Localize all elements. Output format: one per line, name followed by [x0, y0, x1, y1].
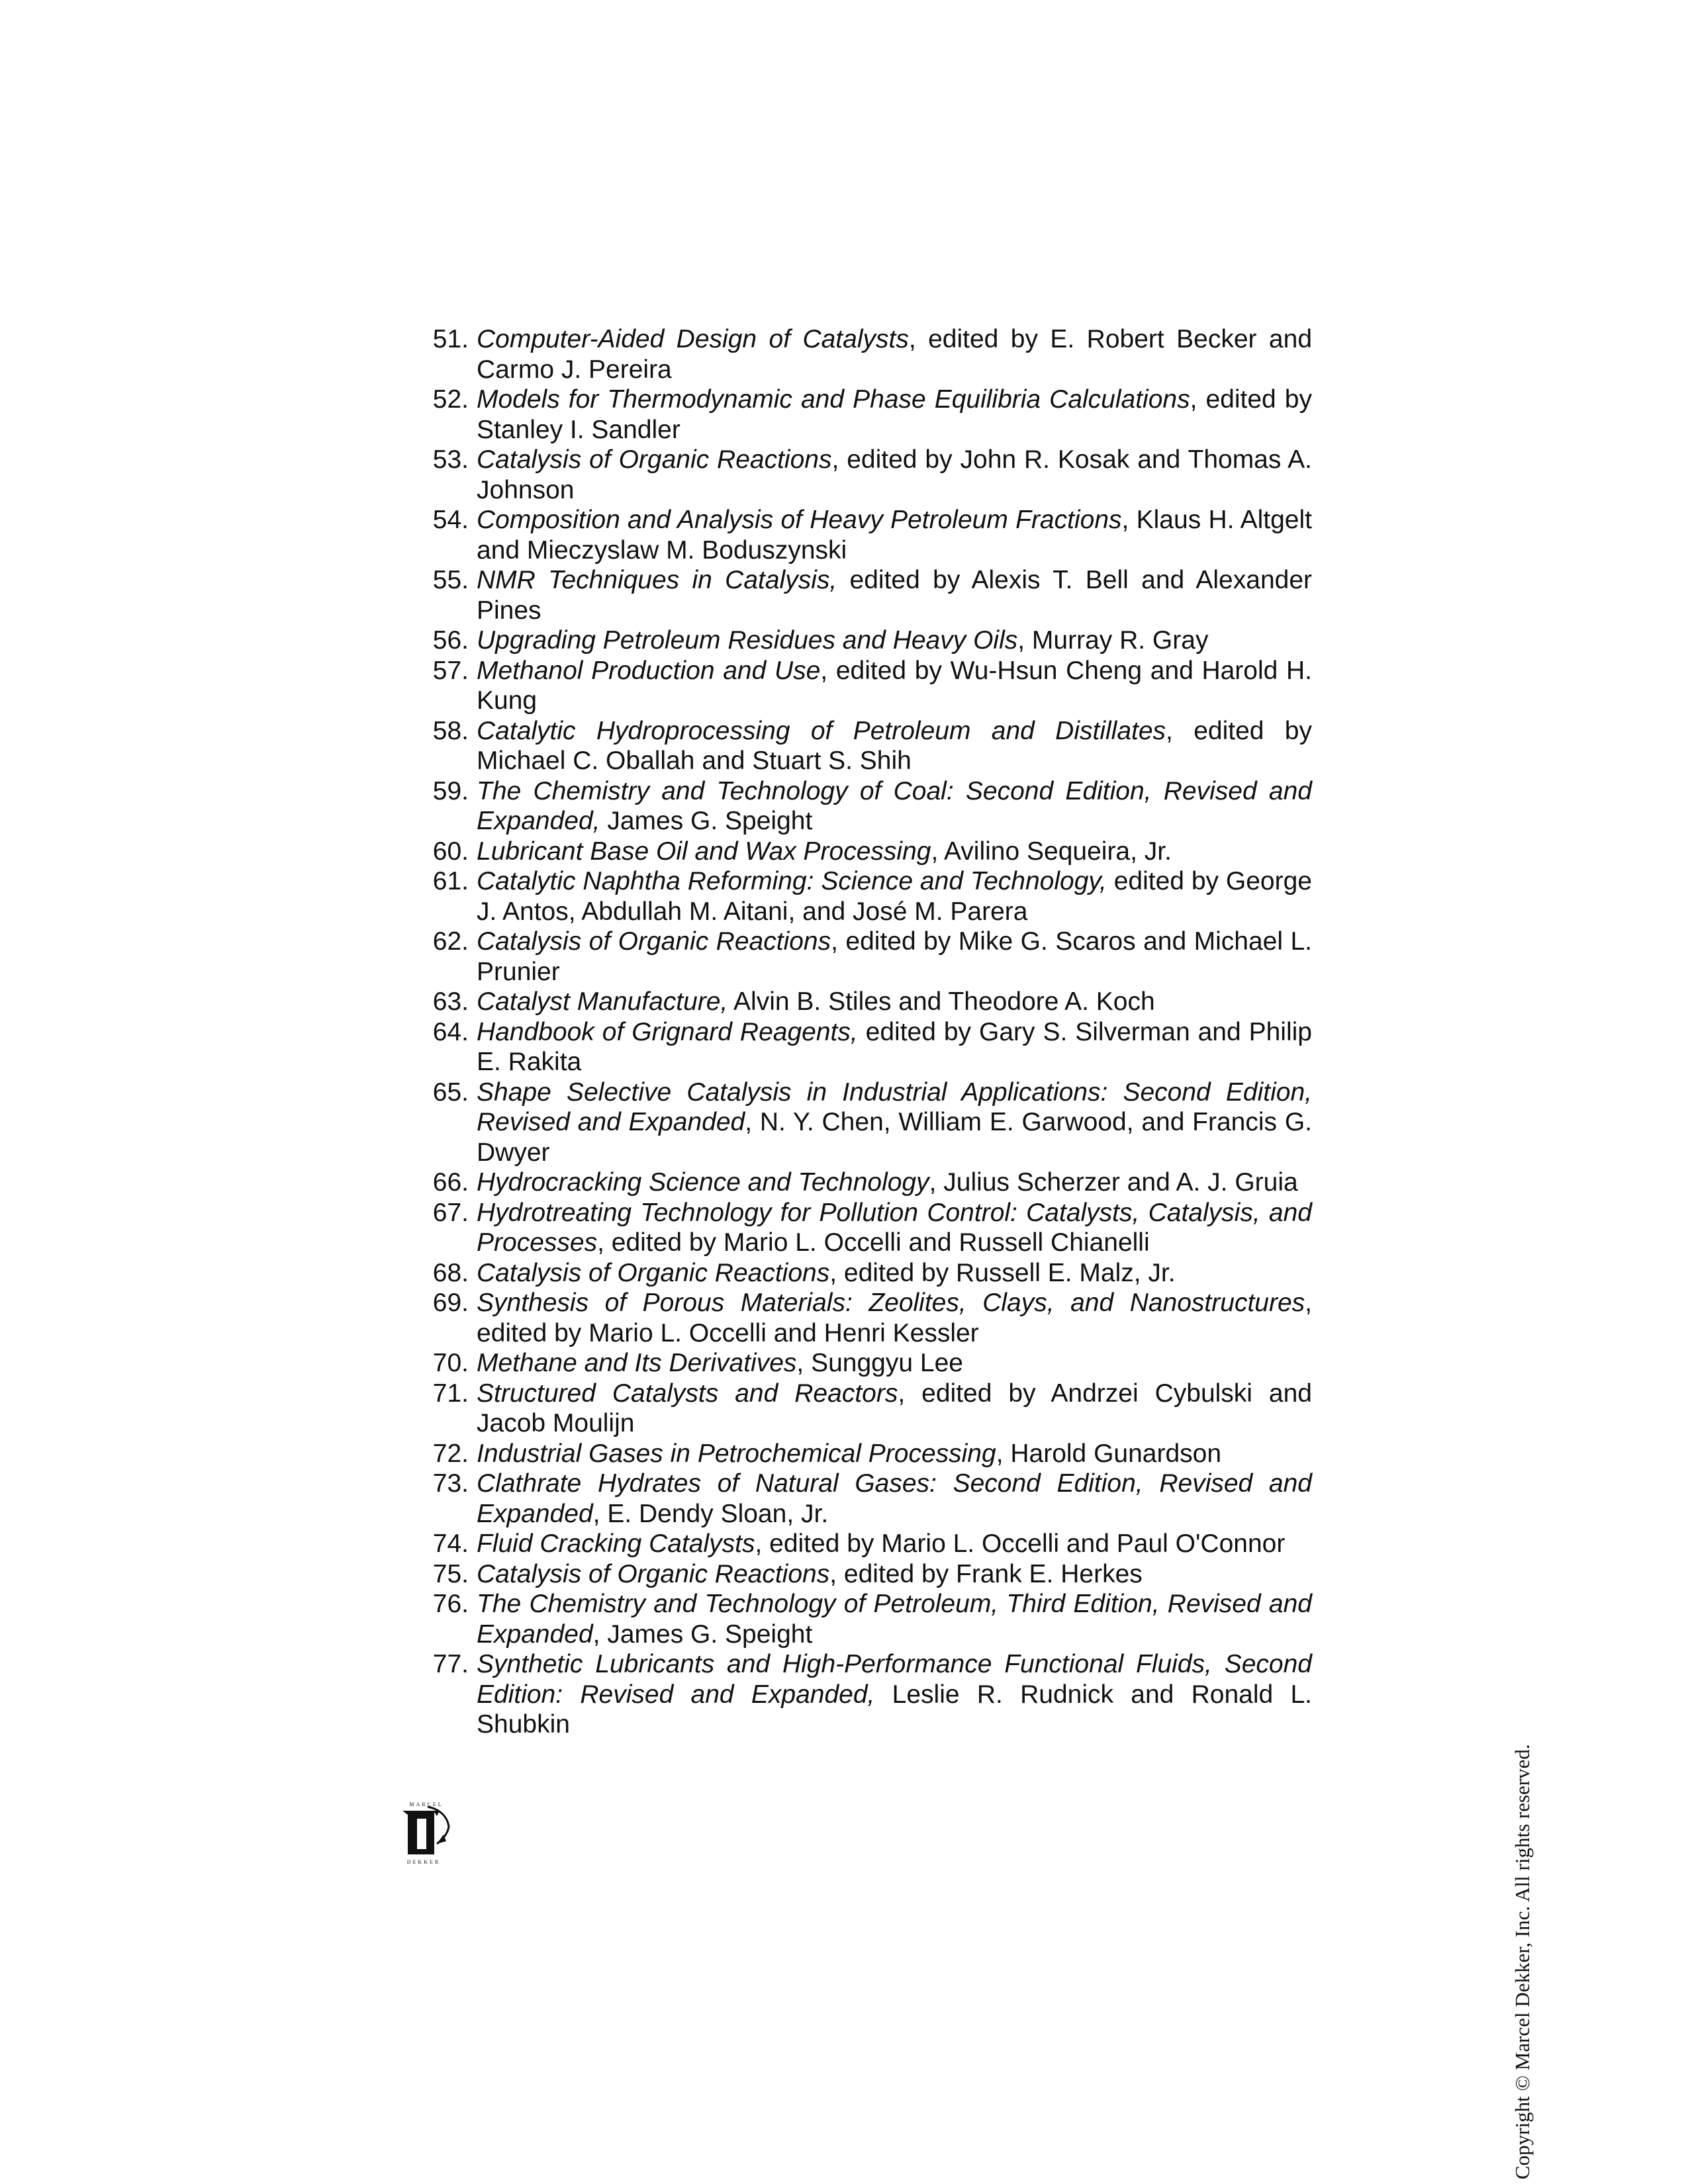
- book-details: , Klaus H. Altgelt and Mieczyslaw M. Boduszynski: [477, 506, 1312, 565]
- book-details: , edited by Russell E. Malz, Jr.: [829, 1258, 1176, 1287]
- list-item: [410, 776, 1312, 837]
- book-title: Methane and Its Derivatives: [477, 1349, 797, 1377]
- item-number: 72.: [432, 1439, 469, 1468]
- book-title: Catalysis of Organic Reactions: [477, 1258, 830, 1287]
- book-title: Upgrading Petroleum Residues and Heavy Oils: [477, 626, 1018, 655]
- series-list: [410, 324, 1312, 1740]
- item-number: 77.: [432, 1650, 469, 1678]
- item-number: 71.: [432, 1379, 469, 1408]
- book-details: , edited by Stanley I. Sandler: [477, 385, 1312, 444]
- book-title: Catalytic Hydroprocessing of Petroleum and Distillates: [477, 716, 1166, 745]
- list-item: [410, 565, 1312, 625]
- book-details: , Avilino Sequeira, Jr.: [931, 837, 1172, 866]
- book-title: Catalytic Naphtha Reforming: Science and Technology,: [477, 867, 1107, 895]
- list-item: [410, 1077, 1312, 1168]
- book-title: Catalysis of Organic Reactions: [477, 1559, 830, 1588]
- book-title: Hydrotreating Technology for Pollution Control: Catalysts, Catalysis, and Processes: [477, 1198, 1312, 1257]
- book-details: , E. Dendy Sloan, Jr.: [592, 1499, 829, 1528]
- list-item: [410, 1559, 1312, 1590]
- item-number: 52.: [432, 385, 469, 414]
- item-number: 62.: [432, 927, 469, 956]
- book-title: Models for Thermodynamic and Phase Equilibria Calculations: [477, 385, 1190, 414]
- book-title: Computer-Aided Design of Catalysts: [477, 325, 909, 353]
- list-item: [410, 1348, 1312, 1379]
- book-details: edited by Gary S. Silverman and Philip E. Rakita: [477, 1017, 1312, 1076]
- book-details: , edited by Wu-Hsun Cheng and Harold H. Kung: [477, 656, 1312, 715]
- item-number: 55.: [432, 566, 469, 594]
- list-item: [410, 987, 1312, 1017]
- book-title: Synthetic Lubricants and High-Performance Functional Fluids, Second Edition: Revised and Expanded,: [477, 1650, 1312, 1709]
- list-item: [410, 866, 1312, 927]
- list-item: [410, 1649, 1312, 1740]
- book-details: , edited by Mario L. Occelli and Henri Kessler: [477, 1289, 1312, 1347]
- marcel-dekker-logo-icon: [397, 1800, 458, 1866]
- copyright-notice: Copyright © Marcel Dekker, Inc. All rights reserved.: [1511, 1744, 1534, 2179]
- book-details: , Harold Gunardson: [996, 1439, 1222, 1468]
- list-item: [410, 1258, 1312, 1289]
- list-item: [410, 656, 1312, 716]
- list-item: [410, 1439, 1312, 1469]
- book-title: Methanol Production and Use: [477, 656, 821, 685]
- list-item: [410, 927, 1312, 987]
- item-number: 60.: [432, 837, 469, 866]
- item-number: 53.: [432, 445, 469, 474]
- list-item: [410, 445, 1312, 505]
- item-number: 57.: [432, 656, 469, 685]
- book-details: , edited by Mario L. Occelli and Russell Chianelli: [597, 1228, 1150, 1257]
- logo-bottom-text: DEKKER: [406, 1859, 441, 1865]
- item-number: 54.: [432, 506, 469, 534]
- book-details: , James G. Speight: [592, 1619, 813, 1649]
- book-title: Lubricant Base Oil and Wax Processing: [477, 837, 931, 866]
- book-details: , Julius Scherzer and A. J. Gruia: [929, 1168, 1298, 1197]
- item-number: 64.: [432, 1017, 469, 1046]
- book-details: , edited by Michael C. Oballah and Stuart S. Shih: [477, 716, 1312, 775]
- list-item: [410, 385, 1312, 445]
- book-title: The Chemistry and Technology of Petroleum, Third Edition, Revised and Expanded: [477, 1590, 1312, 1649]
- item-number: 51.: [432, 325, 469, 353]
- book-details: , edited by Mario L. Occelli and Paul O'Connor: [755, 1529, 1286, 1558]
- book-details: , edited by E. Robert Becker and Carmo J. Pereira: [477, 325, 1313, 384]
- book-details: edited by George J. Antos, Abdullah M. Aitani, and José M. Parera: [477, 867, 1312, 926]
- item-number: 69.: [432, 1289, 469, 1317]
- list-item: [410, 1167, 1312, 1198]
- item-number: 74.: [432, 1529, 469, 1558]
- book-title: Composition and Analysis of Heavy Petroleum Fractions: [477, 506, 1122, 534]
- list-item: [410, 1379, 1312, 1439]
- item-number: 65.: [432, 1077, 469, 1107]
- list-item: [410, 837, 1312, 867]
- book-details: Leslie R. Rudnick and Ronald L. Shubkin: [477, 1680, 1313, 1739]
- item-number: 68.: [432, 1258, 469, 1287]
- item-number: 59.: [432, 776, 469, 805]
- list-item: [410, 625, 1312, 656]
- book-details: , edited by John R. Kosak and Thomas A. Johnson: [477, 445, 1312, 504]
- book-title: Catalyst Manufacture,: [477, 987, 728, 1016]
- list-item: [410, 505, 1312, 565]
- book-title: Catalysis of Organic Reactions: [477, 927, 831, 956]
- item-number: 58.: [432, 716, 469, 745]
- book-details: , Murray R. Gray: [1017, 626, 1209, 655]
- item-number: 75.: [432, 1559, 469, 1588]
- book-details: edited by Alexis T. Bell and Alexander Pines: [477, 566, 1312, 625]
- list-item: [410, 1198, 1312, 1258]
- book-title: Synthesis of Porous Materials: Zeolites, Clays, and Nanostructures: [477, 1289, 1305, 1317]
- list-item: [410, 324, 1312, 385]
- book-title: Catalysis of Organic Reactions: [477, 445, 832, 474]
- item-number: 73.: [432, 1469, 469, 1498]
- item-number: 63.: [432, 987, 469, 1016]
- book-details: , edited by Frank E. Herkes: [829, 1559, 1143, 1588]
- publisher-logo: [397, 1800, 458, 1866]
- item-number: 66.: [432, 1168, 469, 1197]
- list-item: [410, 1529, 1312, 1559]
- book-title: Handbook of Grignard Reagents,: [477, 1017, 858, 1046]
- item-number: 67.: [432, 1198, 469, 1227]
- list-item: [410, 1469, 1312, 1529]
- logo-top-text: MARCEL: [409, 1801, 444, 1807]
- book-details: , edited by Andrzei Cybulski and Jacob Moulijn: [477, 1379, 1312, 1437]
- book-title: NMR Techniques in Catalysis,: [477, 566, 837, 594]
- book-title: The Chemistry and Technology of Coal: Second Edition, Revised and Expanded,: [477, 776, 1312, 835]
- book-title: Hydrocracking Science and Technology: [477, 1168, 929, 1197]
- list-item: [410, 1288, 1312, 1348]
- book-details: Alvin B. Stiles and Theodore A. Koch: [727, 987, 1155, 1016]
- book-details: , edited by Mike G. Scaros and Michael L. Prunier: [477, 927, 1313, 986]
- book-details: James G. Speight: [600, 807, 813, 835]
- book-title: Clathrate Hydrates of Natural Gases: Second Edition, Revised and Expanded: [477, 1469, 1312, 1528]
- book-title: Structured Catalysts and Reactors: [477, 1379, 898, 1408]
- list-item: [410, 1589, 1312, 1649]
- book-title: Fluid Cracking Catalysts: [477, 1529, 755, 1558]
- item-number: 70.: [432, 1349, 469, 1377]
- list-item: [410, 1017, 1312, 1077]
- item-number: 76.: [432, 1590, 469, 1618]
- book-title: Industrial Gases in Petrochemical Processing: [477, 1439, 996, 1468]
- book-details: , Sunggyu Lee: [796, 1349, 963, 1377]
- list-item: [410, 716, 1312, 776]
- item-number: 61.: [432, 867, 469, 895]
- item-number: 56.: [432, 626, 469, 655]
- book-title: Shape Selective Catalysis in Industrial Applications: Second Edition, Revised and Expanded: [477, 1077, 1312, 1136]
- book-details: , N. Y. Chen, William E. Garwood, and Francis G. Dwyer: [477, 1108, 1312, 1167]
